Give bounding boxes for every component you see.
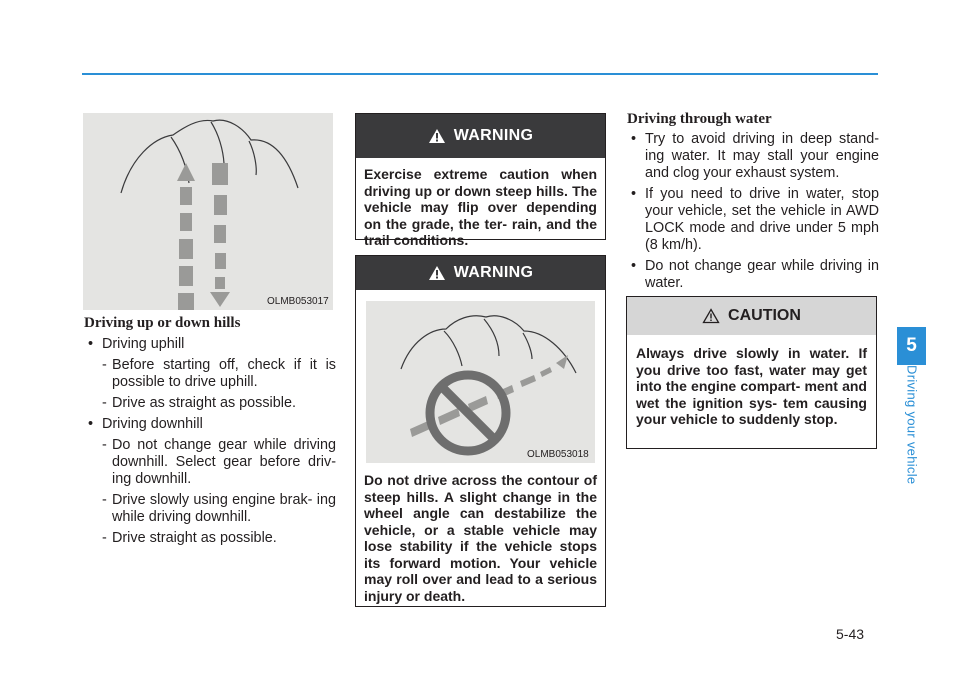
warning-triangle-icon: [428, 128, 446, 144]
sub-item: - Drive straight as possible.: [102, 530, 277, 546]
caution-triangle-icon: [702, 308, 720, 324]
caution-label: CAUTION: [728, 307, 801, 324]
sub-item: - Drive slowly using engine brak- ing while driving downhill.: [102, 492, 336, 525]
list-item-label: Driving downhill: [102, 416, 203, 432]
list-item-text: If you need to drive in water, stop your vehicle, set the vehicle in AWD LOCK mode and drive under 5 mph (8 km/h).: [645, 186, 879, 253]
hills-list: [84, 336, 336, 551]
caution-text: Always drive slowly in water. If you drive too fast, water may get into the engine compart- ment and wet the ignition sys- tem causing your vehicle to suddenly stop.: [636, 345, 867, 427]
hill-slope-illustration: [83, 113, 333, 310]
warning-label: WARNING: [453, 127, 534, 144]
no-cross-contour-illustration: [366, 301, 595, 463]
sub-item-text: Before starting off, check if it is possible to drive uphill.: [112, 357, 336, 390]
hills-heading: Driving up or down hills: [84, 315, 241, 331]
list-item: [84, 336, 336, 353]
figure-code: OLMB053018: [527, 449, 589, 460]
uphill-downhill-figure: [83, 113, 333, 310]
top-rule: [82, 73, 878, 75]
list-item: [627, 186, 879, 254]
sub-item-text: Do not change gear while driving downhill. Select gear before driv- ing downhill.: [112, 437, 336, 487]
list-item-text: Do not change gear while driving in water.: [645, 258, 879, 291]
warning-header: [356, 256, 605, 290]
contour-figure: [366, 301, 595, 463]
list-item: [627, 258, 879, 292]
list-item: [84, 416, 336, 433]
caution-header: [627, 297, 876, 335]
sub-item-text: Drive as straight as possible.: [112, 395, 296, 411]
list-item: [627, 131, 879, 182]
caution-box-water: [626, 296, 877, 449]
warning-box-steep-hills: [355, 113, 606, 248]
list-item-label: Driving uphill: [102, 336, 185, 352]
sub-item-text: Drive straight as possible.: [112, 530, 277, 546]
sub-item: - Drive as straight as possible.: [102, 395, 296, 411]
chapter-title-tab[interactable]: [897, 365, 926, 500]
warning-label: WARNING: [453, 264, 534, 281]
warning-header: [356, 114, 605, 158]
sub-item: - Before starting off, check if it is possible to drive uphill.: [102, 357, 336, 390]
water-list: [627, 131, 879, 296]
warning-triangle-icon: [428, 265, 446, 281]
warning-box-contour: [355, 255, 606, 607]
water-heading: Driving through water: [627, 111, 772, 127]
warning-text: Do not drive across the contour of steep hills. A slight change in the wheel angle can destabilize the vehicle, or a stable vehicle may lose stability if the vehicle stops its forward motion. Your vehicle may roll over and lead to a serious injury or death.: [364, 472, 597, 604]
warning-text: Exercise extreme caution when driving up or down steep hills. The vehicle may flip over depending on the grade, the ter- rain, and the trail conditions.: [364, 166, 597, 248]
sub-item-text: Drive slowly using engine brak- ing while driving downhill.: [112, 492, 336, 525]
chapter-title: Driving your vehicle: [904, 365, 919, 485]
figure-code: OLMB053017: [267, 296, 329, 307]
page-number: 5-43: [836, 626, 865, 642]
sub-item: - Do not change gear while driving downhill. Select gear before driv- ing downhill.: [102, 437, 336, 487]
list-item-text: Try to avoid driving in deep stand- ing water. It may stall your engine and clog your exhaust system.: [645, 131, 879, 181]
no-entry-icon: [430, 375, 506, 451]
chapter-number-tab[interactable]: 5: [897, 327, 926, 365]
